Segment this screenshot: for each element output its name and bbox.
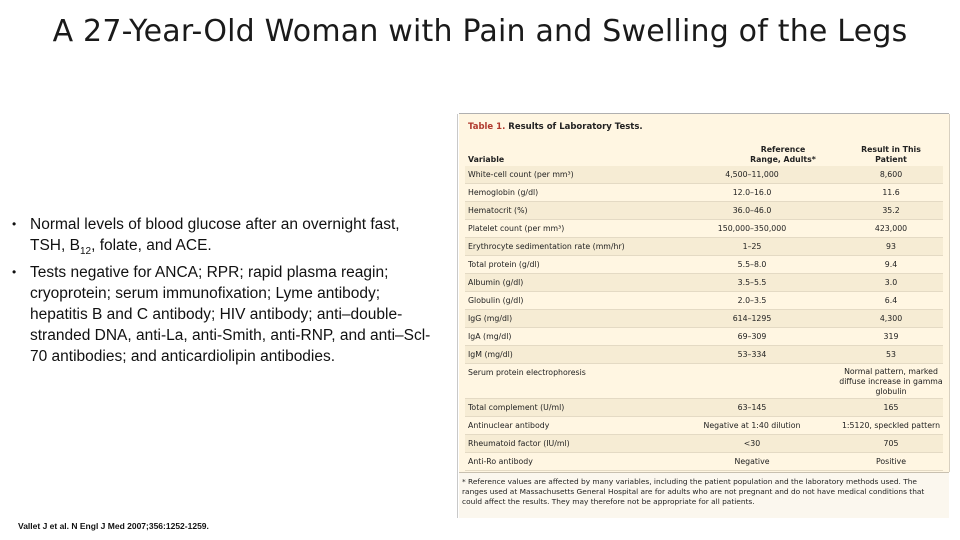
header-variable: Variable	[468, 155, 505, 164]
table-body	[459, 114, 950, 472]
table-row	[465, 310, 943, 328]
cell-variable: Anti-Ro antibody	[468, 457, 533, 466]
table-row	[465, 274, 943, 292]
cell-variable: Globulin (g/dl)	[468, 296, 524, 305]
table-title	[468, 122, 643, 132]
cell-result: 319	[883, 332, 899, 341]
cell-result: 93	[886, 242, 896, 251]
table-row	[465, 346, 943, 364]
cell-variable: Albumin (g/dl)	[468, 278, 524, 287]
cell-reference: <30	[743, 439, 761, 448]
cell-variable: Antinuclear antibody	[468, 421, 550, 430]
cell-result: 705	[883, 439, 899, 448]
cell-variable: Serum protein electrophoresis	[468, 368, 586, 377]
cell-reference: 69–309	[737, 332, 767, 341]
table-row	[465, 399, 943, 417]
cell-reference: 614–1295	[732, 314, 772, 323]
bullet-subscript: 12	[79, 246, 92, 258]
cell-variable: Hemoglobin (g/dl)	[468, 188, 539, 197]
table-footnote: * Reference values are affected by many variables, including the patient population and the laboratory methods used. The ranges used at Massachusetts General Hospital are for adults who are not pregnant and do not have medical conditions that could affect the results. They may therefore not be appropriate for all patients.	[462, 477, 925, 506]
footnote-divider	[459, 472, 949, 473]
header-result: Result in This Patient	[861, 145, 921, 164]
cell-variable: IgA (mg/dl)	[468, 332, 512, 341]
table-row	[465, 364, 943, 399]
cell-variable: Hematocrit (%)	[468, 206, 528, 215]
table-row	[465, 453, 943, 471]
cell-variable: Total protein (g/dl)	[468, 260, 540, 269]
cell-result: Normal pattern, marked diffuse increase in gamma globulin	[839, 367, 943, 396]
table-row	[465, 256, 943, 274]
cell-reference: 3.5–5.5	[737, 278, 767, 287]
table-row	[465, 202, 943, 220]
cell-result: 4,300	[879, 314, 903, 323]
cell-result: 11.6	[882, 188, 900, 197]
table-left-rule	[457, 114, 458, 518]
table-caption: Results of Laboratory Tests.	[508, 122, 643, 132]
bullet-item	[12, 262, 432, 367]
table-row	[465, 166, 943, 184]
cell-reference: 53–334	[737, 350, 767, 359]
citation: Vallet J et al. N Engl J Med 2007;356:1252-1259.	[18, 521, 209, 531]
table-row	[465, 184, 943, 202]
bullet-marker: •	[12, 217, 17, 231]
cell-reference: 63–145	[737, 403, 767, 412]
cell-reference: 4,500–11,000	[725, 170, 779, 179]
cell-result: Positive	[875, 457, 907, 466]
table-row	[465, 238, 943, 256]
table-number: Table 1.	[468, 122, 506, 132]
cell-variable: Total complement (U/ml)	[468, 403, 565, 412]
cell-reference: 36.0–46.0	[732, 206, 772, 215]
cell-result: 1:5120, speckled pattern	[841, 421, 941, 430]
cell-result: 165	[883, 403, 899, 412]
lab-results-table	[459, 113, 949, 518]
cell-result: 3.0	[884, 278, 898, 287]
cell-variable: IgM (mg/dl)	[468, 350, 513, 359]
table-row	[465, 417, 943, 435]
cell-reference: 1–25	[742, 242, 762, 251]
cell-result: 9.4	[884, 260, 898, 269]
bullet-text-end: , folate, and ACE.	[91, 237, 212, 254]
bullet-list	[12, 214, 432, 367]
bullet-item	[12, 214, 432, 262]
cell-reference: Negative	[734, 457, 770, 466]
table-row	[465, 328, 943, 346]
cell-result: 53	[886, 350, 896, 359]
bullet-marker: •	[12, 265, 17, 280]
cell-variable: Erythrocyte sedimentation rate (mm/hr)	[468, 242, 625, 251]
cell-variable: White-cell count (per mm³)	[468, 170, 574, 179]
cell-result: 8,600	[879, 170, 903, 179]
header-reference: Reference Range, Adults*	[750, 145, 816, 164]
table-row	[465, 220, 943, 238]
cell-result: 423,000	[874, 224, 908, 233]
table-row	[465, 292, 943, 310]
cell-reference: 150,000–350,000	[717, 224, 787, 233]
slide-title: A 27-Year-Old Woman with Pain and Swelling of the Legs	[52, 14, 908, 49]
cell-variable: Rheumatoid factor (IU/ml)	[468, 439, 570, 448]
cell-variable: IgG (mg/dl)	[468, 314, 513, 323]
cell-variable: Platelet count (per mm³)	[468, 224, 565, 233]
cell-reference: 12.0–16.0	[732, 188, 772, 197]
cell-reference: 2.0–3.5	[737, 296, 767, 305]
cell-result: 35.2	[882, 206, 900, 215]
bullet-text: Tests negative for ANCA; RPR; rapid plasma reagin; cryoprotein; serum immunofixation; Lyme antibody; hepatitis B and C antibody; HIV antibody; anti–double-stranded DNA, anti-La, anti-Smith, anti-RNP, and anti–Scl-70 antibodies; and anticardiolipin antibodies.	[30, 264, 431, 366]
bullet-text-start: Normal levels of blood glucose after an overnight fast, TSH, B	[30, 216, 400, 254]
table-row	[465, 435, 943, 453]
cell-result: 6.4	[884, 296, 898, 305]
cell-reference: Negative at 1:40 dilution	[703, 421, 801, 430]
cell-reference: 5.5–8.0	[737, 260, 767, 269]
table-rows	[465, 166, 943, 471]
